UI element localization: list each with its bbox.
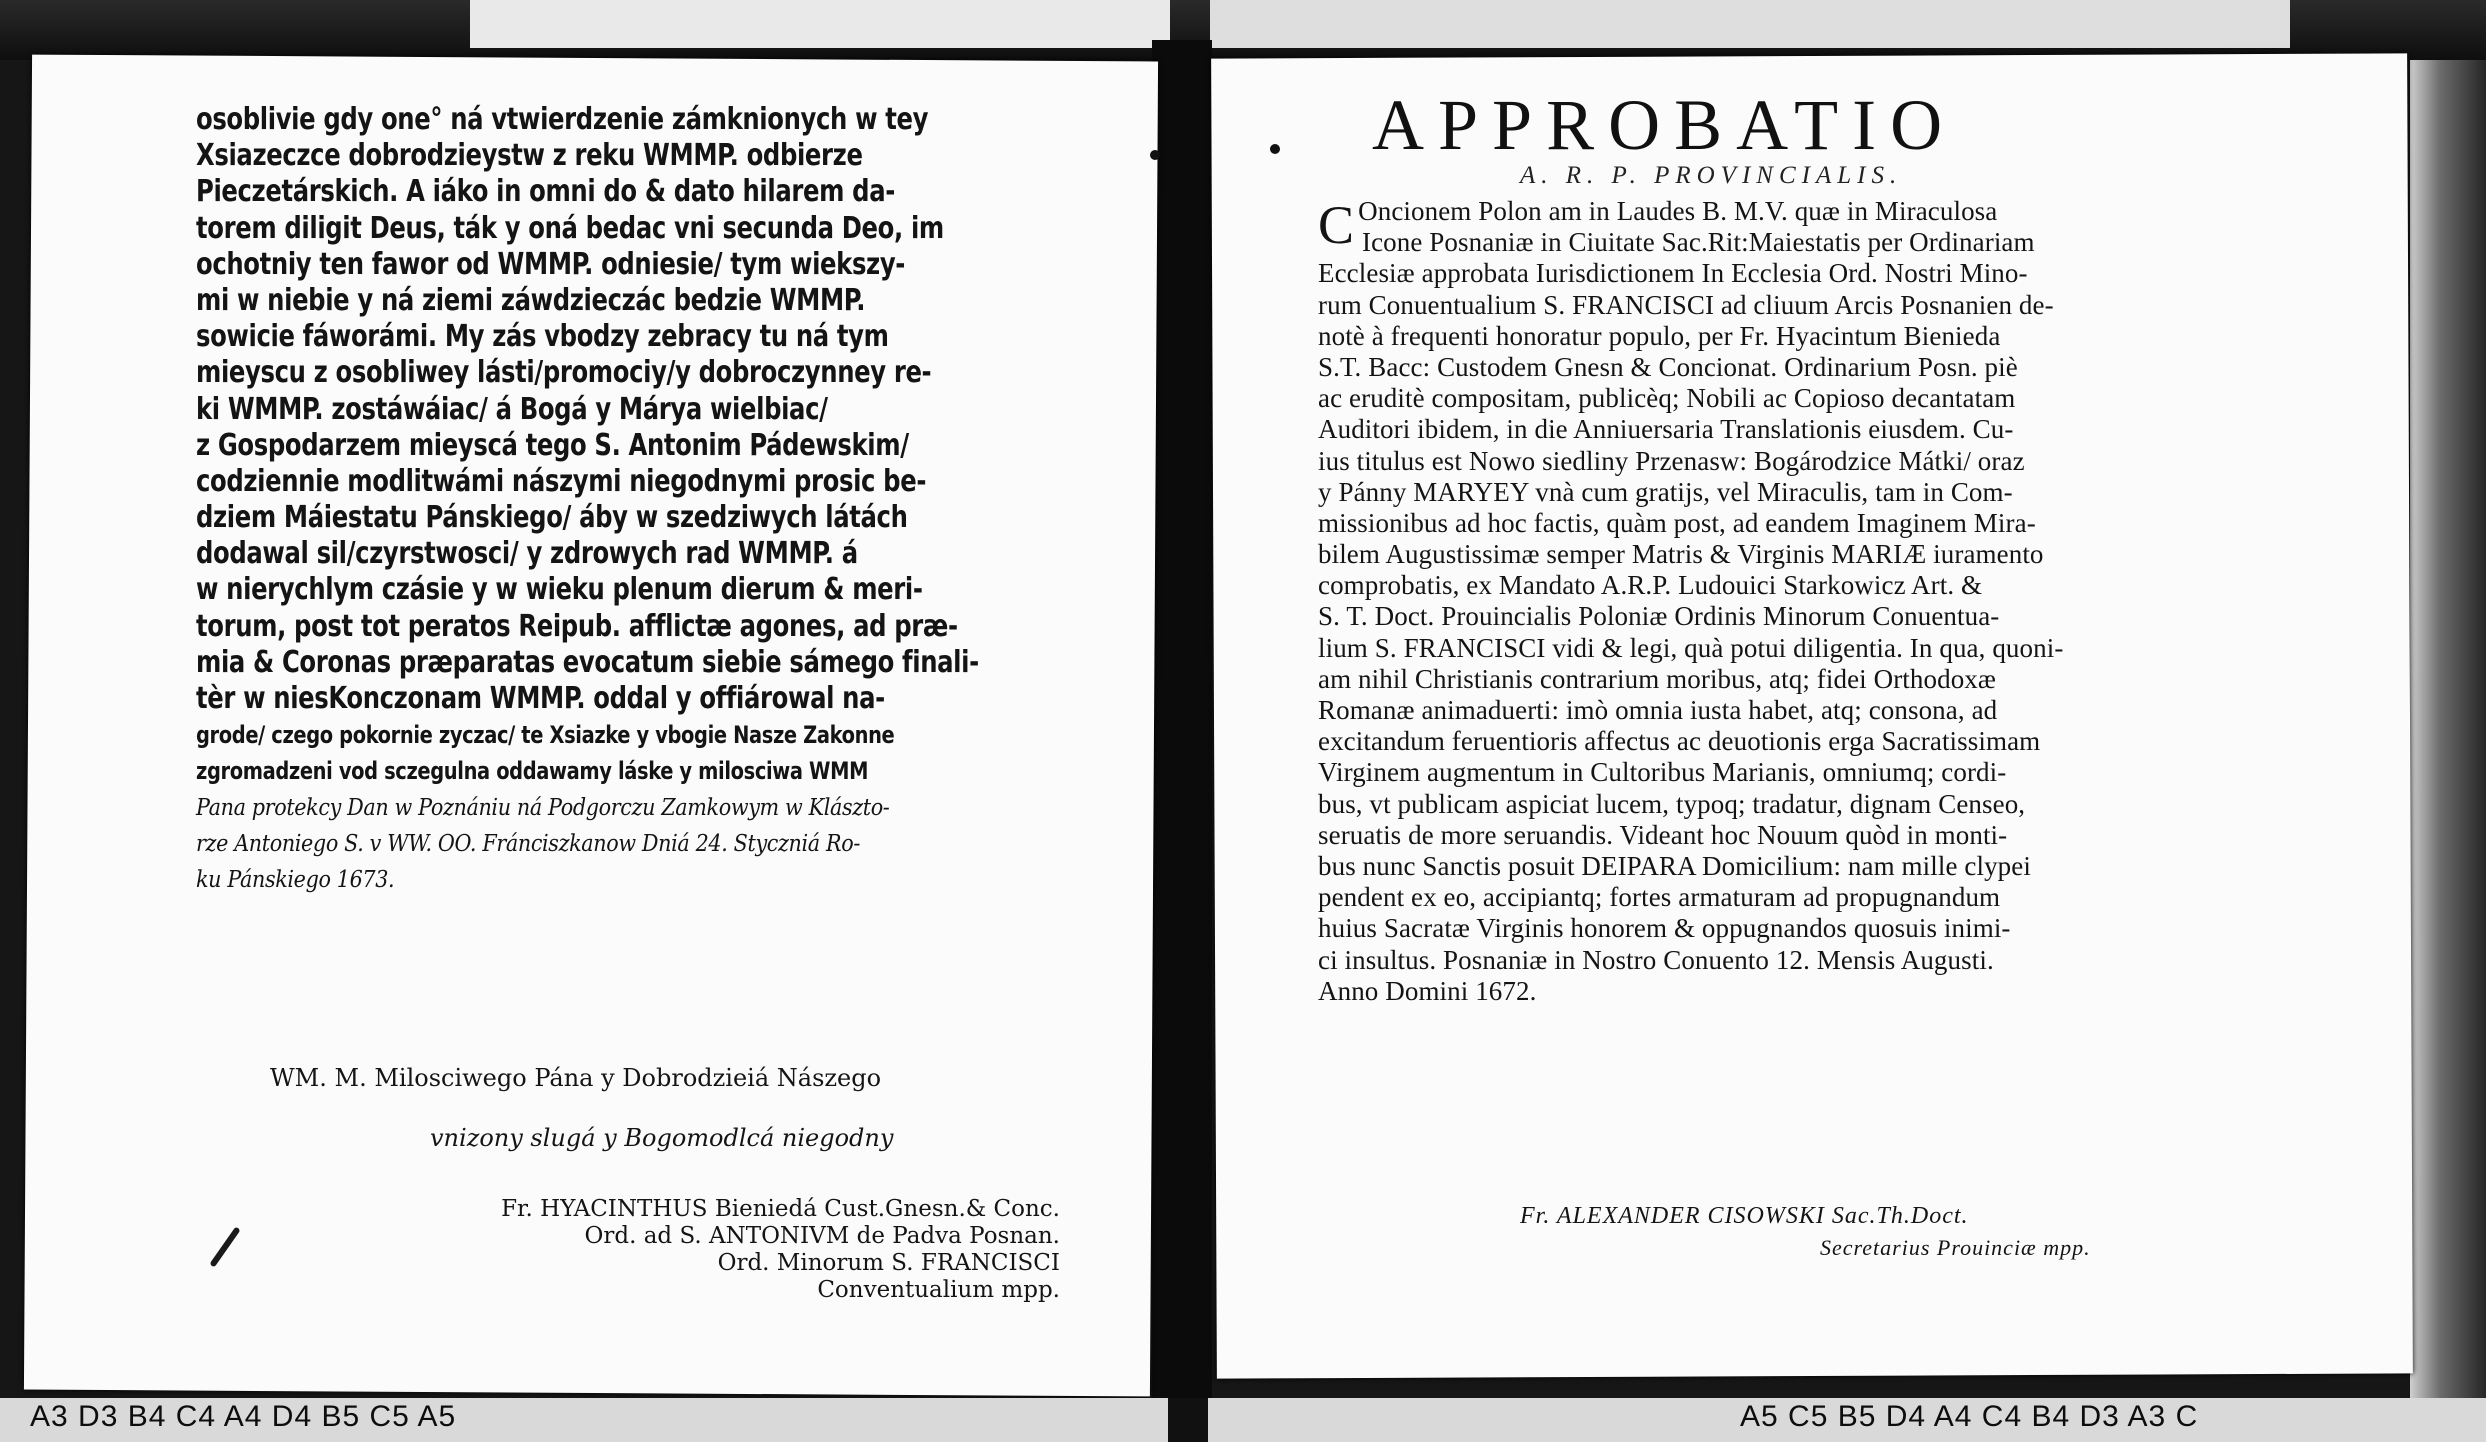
page-title: APPROBATIO bbox=[1372, 85, 1957, 165]
paper-edge-top bbox=[470, 0, 1170, 48]
text-line: S. T. Doct. Prouincialis Poloniæ Ordinis Minorum Conuentua- bbox=[1318, 601, 2000, 632]
text-line: mi w niebie y ná ziemi záwdzieczác bedzie WMMP. bbox=[196, 282, 866, 318]
text-line: mieyscu z osobliwey lásti/promociy/y dobroczynney re- bbox=[196, 355, 932, 391]
page-subtitle: A. R. P. PROVINCIALIS. bbox=[1520, 162, 1903, 189]
text-line: mia & Coronas præparatas evocatum siebie sámego finali- bbox=[196, 644, 979, 680]
text-line: notè à frequenti honoratur populo, per Fr. Hyacintum Bienieda bbox=[1318, 320, 2001, 351]
text-line: bus nunc Sanctis posuit DEIPARA Domicilium: nam mille clypei bbox=[1318, 850, 2031, 881]
text-line: sowicie fáworámi. My zás vbodzy zebracy tu ná tym bbox=[196, 319, 889, 355]
text-line: zgromadzeni vod sczegulna oddawamy láske y milosciwa WMM bbox=[196, 757, 869, 786]
text-line: huius Sacratæ Virginis honorem & oppugnandos quosuis inimi- bbox=[1318, 913, 2011, 944]
text-line: am nihil Christianis contrarium moribus, atq; fidei Orthodoxæ bbox=[1318, 663, 1997, 694]
text-line: z Gospodarzem mieyscá tego S. Antonim Pádewskim/ bbox=[196, 427, 909, 463]
text-line: bilem Augustissimæ semper Matris & Virginis MARIÆ iuramento bbox=[1318, 539, 2044, 570]
text-line: Oncionem Polon am in Laudes B. M.V. quæ in Miraculosa bbox=[1358, 196, 1998, 226]
text-line: rum Conuentualium S. FRANCISCI ad cliuum Arcis Posnanien de- bbox=[1318, 289, 2054, 320]
text-line: codziennie modlitwámi nászymi niegodnymi prosic be- bbox=[196, 463, 927, 499]
text-line: dziem Máiestatu Pánskiego/ áby w szedziwych látách bbox=[196, 500, 908, 536]
signature-line: Ord. ad S. ANTONIVM de Padva Posnan. bbox=[584, 1223, 1060, 1249]
text-line: dodawal sil/czyrstwosci/ y zdrowych rad WMMP. á bbox=[196, 536, 858, 572]
text-line: excitandum feruentioris affectus ac deuotionis erga Sacratissimam bbox=[1318, 726, 2041, 757]
text-line: Pieczetárskich. A iáko in omni do & dato hilarem da- bbox=[196, 174, 895, 210]
text-line: Anno Domini 1672. bbox=[1318, 975, 1537, 1006]
text-line: Ecclesiæ approbata Iurisdictionem In Ecclesia Ord. Nostri Mino- bbox=[1318, 258, 2028, 289]
signature-line: Fr. ALEXANDER CISOWSKI Sac.Th.Doct. bbox=[1520, 1203, 1969, 1229]
text-line: Pana protekcy Dan w Poznániu ná Podgorczu Zamkowym w Klászto- bbox=[196, 794, 890, 821]
text-line: comprobatis, ex Mandato A.R.P. Ludouici Starkowicz Art. & bbox=[1318, 570, 1983, 601]
signature-line: Ord. Minorum S. FRANCISCI bbox=[717, 1250, 1060, 1276]
text-line: Auditori ibidem, in die Anniuersaria Translationis eiusdem. Cu- bbox=[1318, 414, 2014, 445]
text-line: y Pánny MARYEY vnà cum gratijs, vel Miraculis, tam in Com- bbox=[1318, 476, 2013, 507]
binding-hole bbox=[1270, 144, 1280, 154]
right-signature bbox=[1520, 1200, 2180, 1264]
signature-line: Fr. HYACINTHUS Bieniedá Cust.Gnesn.& Conc. bbox=[501, 1196, 1060, 1222]
text-line: Romanæ animaduerti: imò omnia iusta habet, atq; consona, ad bbox=[1318, 695, 1998, 725]
text-line: Xsiazeczce dobrodzieystw z reku WMMP. odbierze bbox=[196, 138, 863, 174]
signature-line: Conventualium mpp. bbox=[817, 1277, 1060, 1303]
text-line: missionibus ad hoc factis, quàm post, ad eandem Imaginem Mira- bbox=[1318, 507, 2036, 538]
signature-line: Secretarius Prouinciæ mpp. bbox=[1820, 1235, 2091, 1260]
text-line: grode/ czego pokornie zyczac/ te Xsiazke y vbogie Nasze Zakonne bbox=[196, 721, 895, 750]
book-gutter bbox=[1152, 40, 1212, 1410]
text-line: seruatis de more seruandis. Videant hoc Nouum quòd in monti- bbox=[1318, 819, 2008, 850]
text-line: ci insultus. Posnaniæ in Nostro Conuento 12. Mensis Augusti. bbox=[1318, 944, 1994, 975]
text-line: w nierychlym czásie y w wieku plenum dierum & meri- bbox=[196, 572, 923, 608]
scanner-side-edge bbox=[2410, 60, 2486, 1400]
text-line: S.T. Bacc: Custodem Gnesn & Concionat. Ordinarium Posn. piè bbox=[1318, 351, 2018, 382]
left-page-body bbox=[196, 102, 1126, 898]
text-line: ki WMMP. zostáwáiac/ á Bogá y Márya wielbiac/ bbox=[196, 391, 828, 427]
left-signature bbox=[470, 1196, 1060, 1304]
text-line: osoblivie gdy one° ná vtwierdzenie zámknionych w tey bbox=[196, 102, 929, 137]
text-line: pendent ex eo, accipiantq; fortes armaturam ad propugnandum bbox=[1318, 882, 2001, 913]
text-line: ku Pánskiego 1673. bbox=[196, 866, 395, 893]
paper-edge-top-right bbox=[1210, 0, 2290, 48]
left-humble-line: vnizony slugá y Bogomodlcá niegodny bbox=[430, 1124, 894, 1152]
text-line: rze Antoniego S. v WW. OO. Fránciszkanow Dniá 24. Styczniá Ro- bbox=[196, 830, 860, 857]
text-line: tèr w niesKonczonam WMMP. oddal y offiárowal na- bbox=[196, 681, 885, 716]
text-line: torem diligit Deus, ták y oná bedac vni secunda Deo, im bbox=[196, 210, 944, 246]
drop-cap: C bbox=[1318, 195, 1355, 255]
text-line: lium S. FRANCISCI vidi & legi, quà potui diligentia. In qua, quoni- bbox=[1318, 632, 2064, 663]
scale-labels-right: A5 C5 B5 D4 A4 C4 B4 D3 A3 C bbox=[1740, 1400, 2199, 1433]
text-line: ac eruditè compositam, publicèq; Nobili ac Copioso decantatam bbox=[1318, 383, 2016, 414]
right-page-body bbox=[1318, 196, 2208, 1007]
text-line: torum, post tot peratos Reipub. afflictæ agones, ad præ- bbox=[196, 608, 958, 644]
text-line: Icone Posnaniæ in Ciuitate Sac.Rit:Maiestatis per Ordinariam bbox=[1362, 227, 2035, 258]
left-closing-line: WM. M. Milosciwego Pána y Dobrodzieiá Nászego bbox=[270, 1064, 882, 1092]
text-line: ochotniy ten fawor od WMMP. odniesie/ tym wiekszy- bbox=[196, 246, 906, 282]
text-line: bus, vt publicam aspiciat lucem, typoq; tradatur, dignam Censeo, bbox=[1318, 788, 2026, 819]
scale-labels-left: A3 D3 B4 C4 A4 D4 B5 C5 A5 bbox=[30, 1400, 457, 1433]
text-line: Virginem augmentum in Cultoribus Marianis, omniumq; cordi- bbox=[1318, 757, 2007, 788]
binding-hole bbox=[1150, 150, 1160, 160]
text-line: ius titulus est Nowo siedliny Przenasw: Bogárodzice Mátki/ oraz bbox=[1318, 445, 2025, 476]
